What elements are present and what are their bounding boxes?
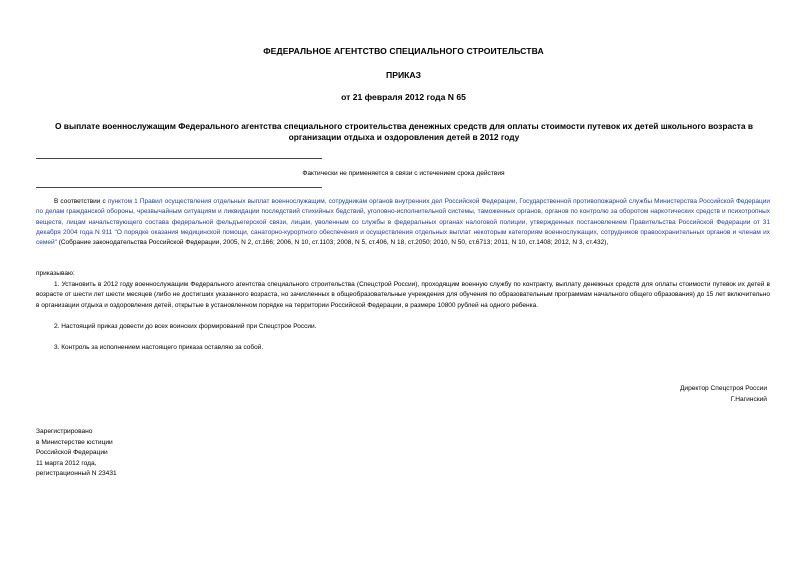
doc-date-heading: от 21 февраля 2012 года N 65 [341, 92, 466, 102]
basis-suffix: (Собрание законодательства Российской Федерации, 2005, N 2, ст.166; 2006, N 10, ст.1103; 2008, N 5, ст.406, N 18, ст.2050; 2010, N 50, ст.6713; 2011, N 10, ст.1408; 2012, N 3, ст.432), [56, 239, 609, 247]
order-item-2: 2. Настоящий приказ довести до всех воинских формирований при Спецстрое России. [54, 323, 317, 330]
registration-line: Зарегистрировано [36, 428, 93, 435]
registration-block [36, 427, 236, 480]
orders-word: приказываю: [36, 270, 75, 277]
signature-block [507, 383, 767, 405]
divider-bottom [36, 187, 322, 188]
registration-line: 11 марта 2012 года, [36, 459, 97, 467]
signer-name: Г.Нагинский [730, 396, 767, 403]
registration-line: Российской Федерации [36, 449, 108, 457]
status-note: Фактически не применяется в связи с истечением срока действия [302, 170, 505, 177]
doc-type-heading: ПРИКАЗ [386, 70, 421, 80]
signer-position: Директор Спецстроя России [679, 385, 767, 392]
basis-prefix: В соответствии с [54, 198, 108, 205]
order-item-1: 1. Установить в 2012 году военнослужащим Федерального агентства специального строительства (Спецстрой России), проходящим военную службу по контракту, выплату денежных средств для оплаты стоимости путевок их детей в возрасте от шести лет шести месяцев (либо не достигших указанного возраста, но зачисленных в общеобразовательные учреждения для обучения по образовательным программам начального общего образования) до 15 лет включительно в организации отдыха и оздоровления детей, открытые в установленном порядке на территории Российской Федерации, в размере 10800 рублей на одного ребенка. [36, 281, 770, 309]
legal-reference-link[interactable]: пунктом 1 Правил осуществления отдельных выплат военнослужащим, сотрудникам органов внутренних дел Российской Федерации, Государственной противопожарной службы Министерства Российской Федерации по делам гражданской обороны, чрезвычайным ситуациям и ликвидации последствий стихийных бедствий, уголовно-исполнительной системы, таможенных органов, органов по контролю за оборотом наркотических средств и психотропных веществ, лицам начальствующего состава федеральной фельдъегерской связи, лицам, уволенным со службы в федеральных органах налоговой полиции, утвержденных постановлением Правительства Российской Федерации от 31 декабря 2004 года N 911 "О порядке оказания медицинской помощи, санаторно-курортного обеспечения и осуществления отдельных выплат некоторым категориям военнослужащих, сотрудников правоохранительных органов и членам их семей" [36, 198, 771, 247]
order-item-3: 3. Контроль за исполнением настоящего приказа оставляю за собой. [54, 344, 264, 351]
registration-line: в Министерстве юстиции [36, 438, 113, 446]
basis-paragraph [36, 197, 770, 248]
document-title: О выплате военнослужащим Федерального агентства специального строительства денежных средств для оплаты стоимости путевок их детей школьного возраста в организации отдыха и оздоровления детей в 2012 году [54, 121, 754, 142]
registration-line: регистрационный N 23431 [36, 470, 117, 478]
divider-top [36, 158, 322, 159]
agency-heading: ФЕДЕРАЛЬНОЕ АГЕНТСТВО СПЕЦИАЛЬНОГО СТРОИТЕЛЬСТВА [263, 46, 544, 56]
